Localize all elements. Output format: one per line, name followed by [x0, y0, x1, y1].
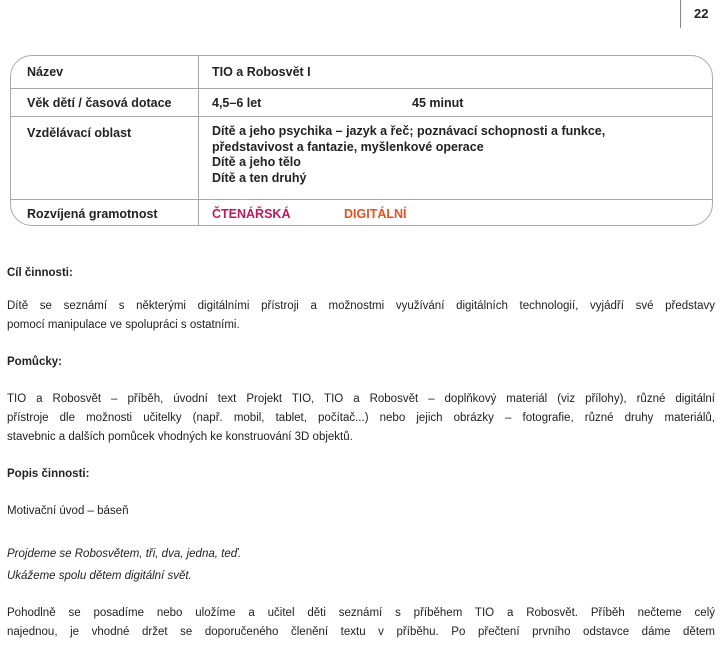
table-row-education-area: [11, 116, 712, 200]
table-label-education-area: Vzdělávací oblast: [11, 117, 199, 200]
literacy-reading: ČTENÁŘSKÁ: [212, 207, 291, 221]
page-number: 22: [680, 0, 727, 28]
aids-heading: Pomůcky:: [7, 356, 62, 368]
aids-text-line: TIO a Robosvět – příběh, úvodní text Projekt TIO, TIO a Robosvět – doplňkový materiál (viz přílohy), různé digitální: [7, 393, 715, 405]
poem-line: Projdeme se Robosvětem, tři, dva, jedna, teď.: [7, 548, 242, 560]
table-row-age: [11, 88, 712, 117]
table-label-literacy: Rozvíjená gramotnost: [11, 200, 199, 226]
poem-line: Ukážeme spolu dětem digitální svět.: [7, 570, 192, 582]
story-text-line: najednou, je vhodné držet se doporučeného členění textu v příběhu. Po přečtení prvního odstavce dáme dětem: [7, 626, 715, 638]
table-value-age: [199, 89, 712, 117]
goal-text-line: pomocí manipulace ve spolupráci s ostatními.: [7, 319, 240, 331]
page-content: [7, 264, 715, 642]
education-area-line: představivost a fantazie, myšlenkové operace: [212, 139, 484, 154]
aids-text-line: stavebnic a dalších pomůcek vhodných ke konstruování 3D objektů.: [7, 431, 353, 443]
activity-heading: Popis činnosti:: [7, 468, 90, 480]
info-table: [10, 55, 713, 226]
education-area-line: Dítě a jeho tělo: [212, 155, 301, 169]
table-label-name: Název: [11, 56, 199, 88]
age-range: 4,5–6 let: [212, 96, 262, 110]
table-value-name: TIO a Robosvět I: [212, 65, 311, 79]
motivation-text: Motivační úvod – báseň: [7, 505, 129, 517]
table-value-literacy: [199, 200, 712, 226]
education-area-line: Dítě a ten druhý: [212, 170, 307, 185]
story-text-line: Pohodlně se posadíme nebo uložíme a učitel děti seznámí s příběhem TIO a Robosvět. Příběh nečteme celý: [7, 607, 715, 619]
goal-heading: Cíl činnosti:: [7, 267, 73, 279]
literacy-digital: DIGITÁLNÍ: [344, 207, 407, 221]
table-value-education-area: [199, 117, 712, 200]
table-row-name: [11, 56, 712, 88]
time-allotment: 45 minut: [412, 96, 464, 110]
goal-text-line: Dítě se seznámí s některými digitálními přístroji a možnostmi využívání digitálních technologií, vyjádří své představy: [7, 300, 715, 312]
aids-text-line: přístroje dle možnosti učitelky (např. mobil, tablet, počítač...) nebo jejich obrázky – fotografie, různé druhy materiálů,: [7, 412, 715, 424]
table-label-age: Věk dětí / časová dotace: [11, 89, 199, 117]
education-area-line: Dítě a jeho psychika – jazyk a řeč; poznávací schopnosti a funkce,: [212, 124, 606, 138]
table-row-literacy: [11, 199, 712, 226]
